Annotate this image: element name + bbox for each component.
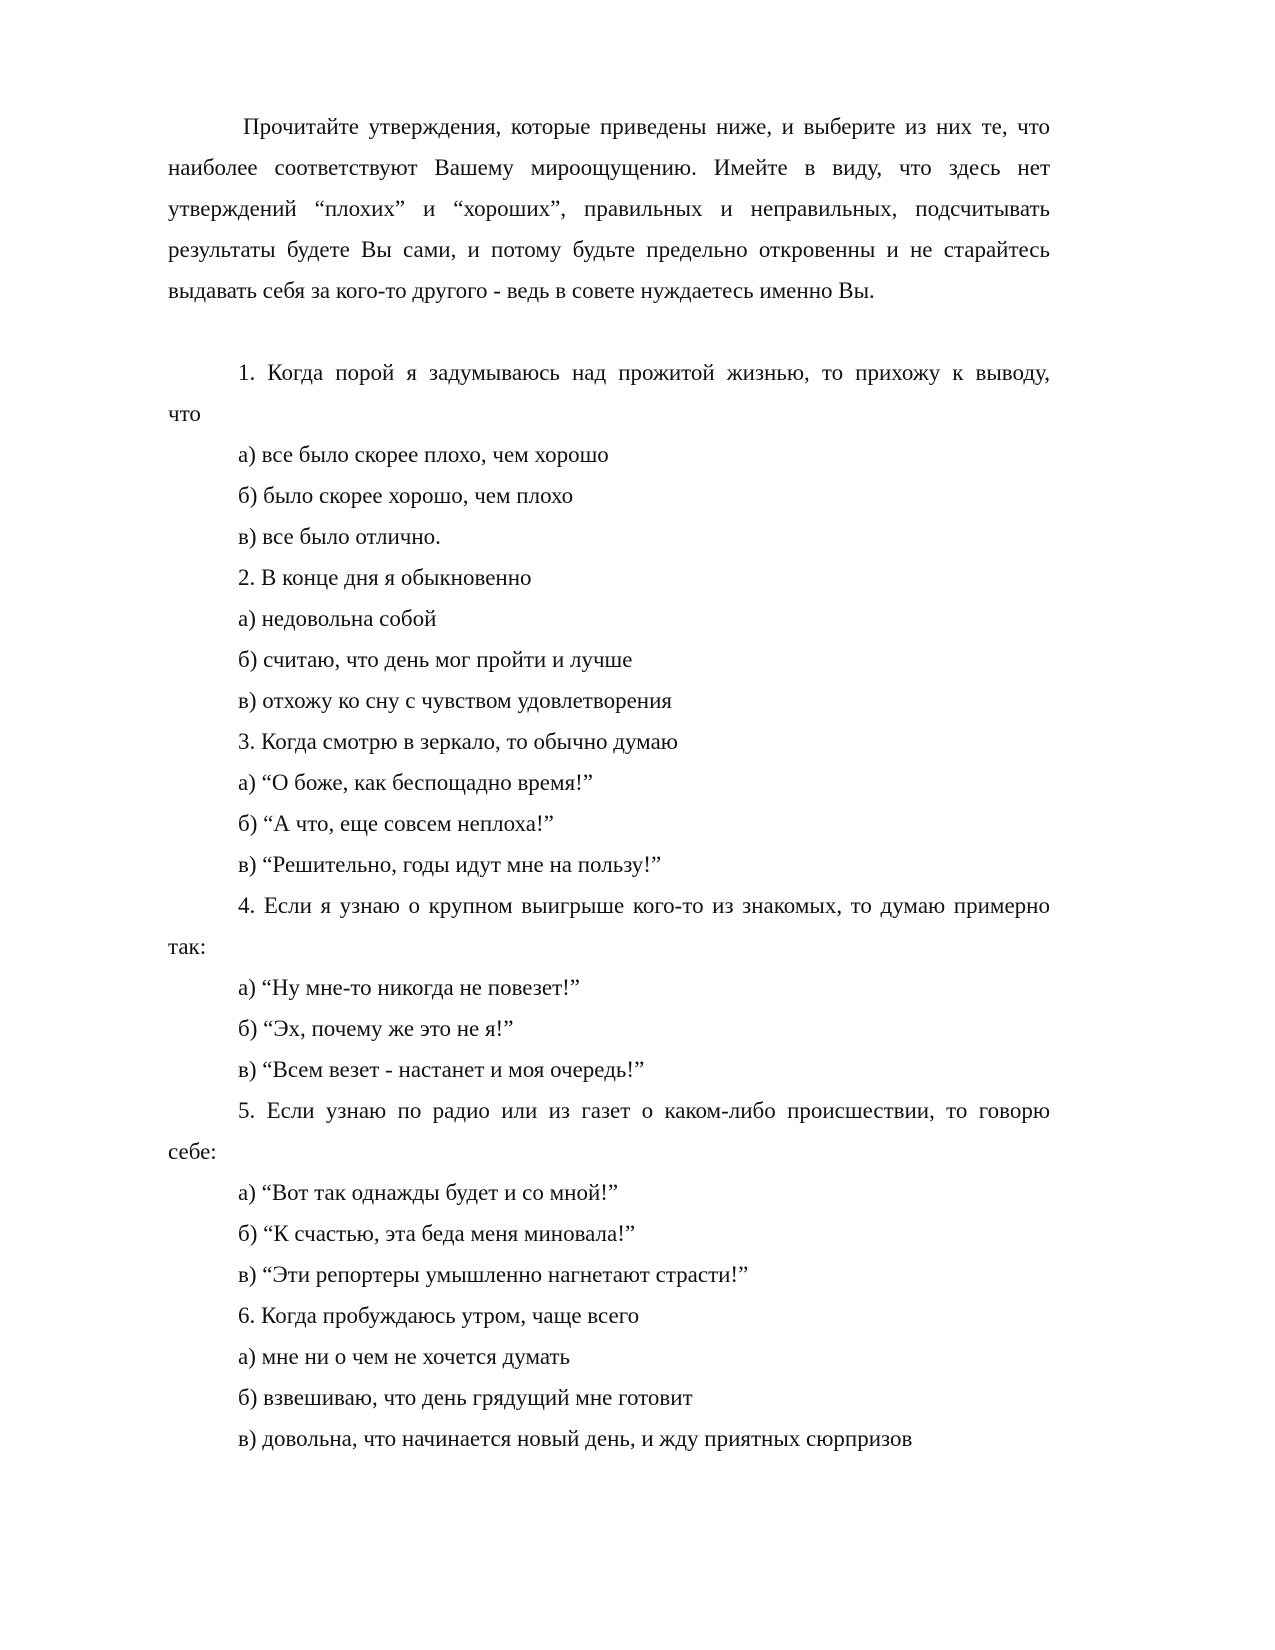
answer-option: а) недовольна собой <box>238 606 437 631</box>
answer-option: б) “Эх, почему же это не я!” <box>238 1016 514 1041</box>
question-text: 2. В конце дня я обыкновенно <box>238 565 532 590</box>
answer-option: в) “Эти репортеры умышленно нагнетают страсти!” <box>238 1262 749 1287</box>
answer-option: б) “А что, еще совсем неплоха!” <box>238 811 554 836</box>
answer-option: б) взвешиваю, что день грядущий мне готовит <box>238 1385 693 1410</box>
intro-line: утверждений “плохих” и “хороших”, правильных и неправильных, подсчитывать <box>168 196 1050 221</box>
answer-option: в) довольна, что начинается новый день, и жду приятных сюрпризов <box>238 1426 913 1451</box>
document-page <box>168 106 1050 1459</box>
answer-option: б) считаю, что день мог пройти и лучше <box>238 647 633 672</box>
question-text: 4. Если я узнаю о крупном выигрыше кого-то из знакомых, то думаю примерно <box>238 893 1050 918</box>
answer-option: б) “К счастью, эта беда меня миновала!” <box>238 1221 636 1246</box>
question-text: 5. Если узнаю по радио или из газет о каком-либо происшествии, то говорю <box>238 1098 1050 1123</box>
question-6 <box>168 1295 1050 1459</box>
answer-option: а) “Вот так однажды будет и со мной!” <box>238 1180 619 1205</box>
question-1 <box>168 352 1050 557</box>
answer-option: б) было скорее хорошо, чем плохо <box>238 483 574 508</box>
intro-line: выдавать себя за кого-то другого - ведь в совете нуждаетесь именно Вы. <box>168 278 875 303</box>
question-text: 1. Когда порой я задумываюсь над прожитой жизнью, то прихожу к выводу, <box>238 360 1050 385</box>
question-text: 3. Когда смотрю в зеркало, то обычно думаю <box>238 729 678 754</box>
answer-option: а) “О боже, как беспощадно время!” <box>238 770 594 795</box>
answer-option: а) мне ни о чем не хочется думать <box>238 1344 571 1369</box>
intro-line: Прочитайте утверждения, которые приведены ниже, и выберите из них те, что <box>243 114 1050 139</box>
intro-line: результаты будете Вы сами, и потому будьте предельно откровенны и не старайтесь <box>168 237 1050 262</box>
question-text: себе: <box>168 1139 217 1164</box>
question-text: 6. Когда пробуждаюсь утром, чаще всего <box>238 1303 640 1328</box>
answer-option: в) “Решительно, годы идут мне на пользу!” <box>238 852 662 877</box>
answer-option: в) “Всем везет - настанет и моя очередь!” <box>238 1057 645 1082</box>
answer-option: в) все было отлично. <box>238 524 441 549</box>
answer-option: в) отхожу ко сну с чувством удовлетворения <box>238 688 672 713</box>
question-4 <box>168 885 1050 1090</box>
answer-option: а) все было скорее плохо, чем хорошо <box>238 442 609 467</box>
intro-line: наиболее соответствуют Вашему мироощущению. Имейте в виду, что здесь нет <box>168 155 1050 180</box>
question-5 <box>168 1090 1050 1295</box>
question-text: так: <box>168 934 207 959</box>
question-text: что <box>168 401 201 426</box>
answer-option: а) “Ну мне-то никогда не повезет!” <box>238 975 580 1000</box>
questions-list <box>168 352 1050 1459</box>
question-2 <box>168 557 1050 721</box>
intro-paragraph <box>168 106 1050 311</box>
question-3 <box>168 721 1050 885</box>
